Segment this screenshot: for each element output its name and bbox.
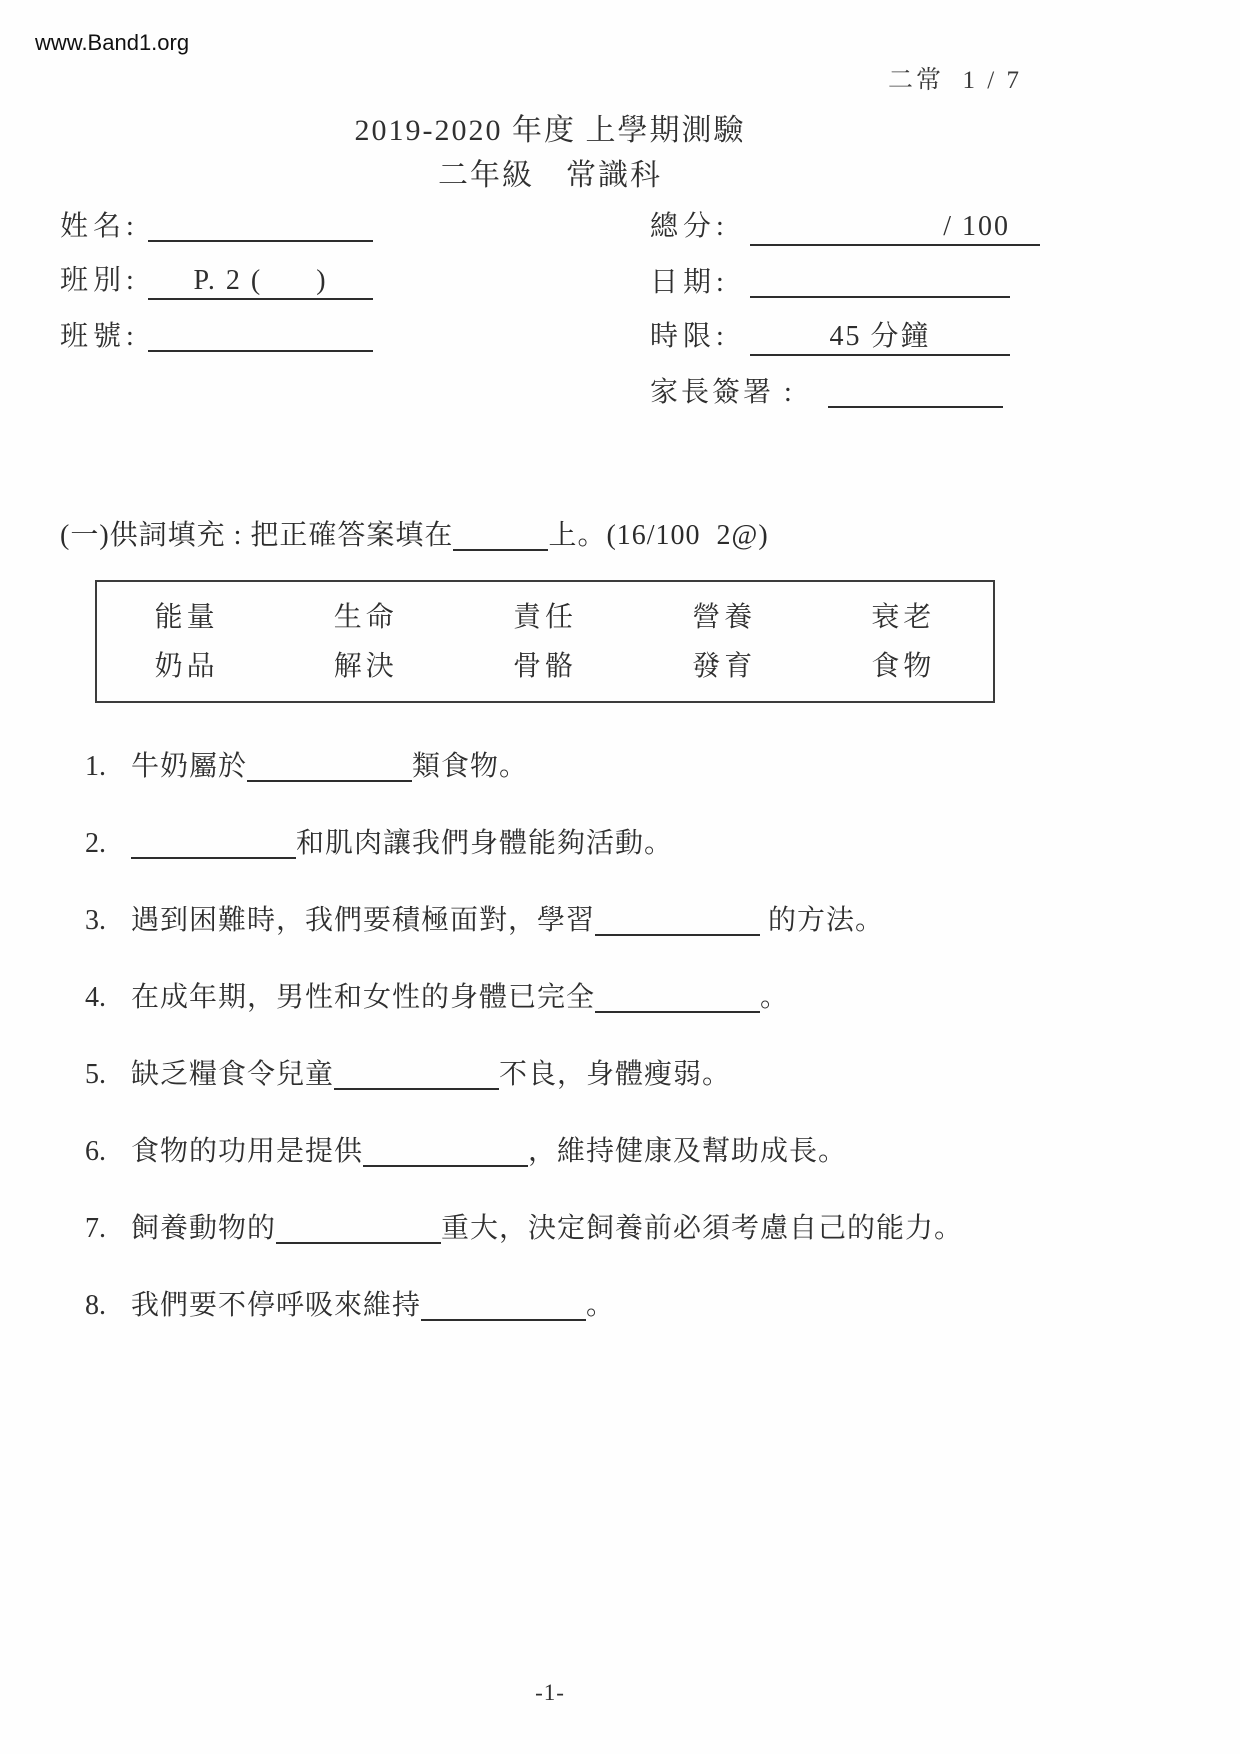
question-text-pre: 我們要不停呼吸來維持 bbox=[131, 1290, 422, 1321]
question-item bbox=[60, 1057, 1040, 1093]
class-blank: P. 2 ( ) bbox=[148, 264, 373, 300]
field-label: 家長簽署 : bbox=[650, 377, 795, 408]
field-name bbox=[60, 210, 650, 244]
question-text-post: 重大，決定飼養前必須考慮自己的能力。 bbox=[441, 1213, 964, 1244]
total-score-blank: / 100 bbox=[750, 210, 1040, 246]
question-item bbox=[60, 1134, 1040, 1170]
question-text-post: ，維持健康及幫助成長。 bbox=[528, 1136, 848, 1167]
question-text-pre: 缺乏糧食令兒童 bbox=[131, 1059, 335, 1090]
section1-heading bbox=[60, 516, 1040, 556]
page-code: 二常 1 / 7 bbox=[888, 67, 1022, 94]
field-label: 班別: bbox=[60, 265, 139, 296]
parent-signature-blank bbox=[828, 378, 1003, 408]
question-text-post: 類食物。 bbox=[412, 751, 529, 782]
time-limit-blank: 45 分鐘 bbox=[750, 320, 1010, 356]
question-item bbox=[60, 826, 1040, 862]
field-label: 總分: bbox=[650, 211, 729, 242]
question-number: 8. bbox=[85, 1290, 106, 1321]
question-number: 7. bbox=[85, 1213, 106, 1244]
date-blank bbox=[750, 268, 1010, 298]
section1-heading-pre: (一)供詞填充 : 把正確答案填在 bbox=[60, 520, 454, 551]
field-label: 時限: bbox=[650, 321, 729, 352]
field-label: 班號: bbox=[60, 321, 139, 352]
page-number: -1- bbox=[535, 1680, 565, 1705]
word-bank-term: 奶品 bbox=[154, 651, 219, 682]
name-blank bbox=[148, 212, 373, 242]
exam-title-line2: 二年級 常識科 bbox=[438, 159, 662, 192]
field-parent-signature bbox=[650, 376, 1040, 410]
field-class bbox=[60, 264, 650, 300]
question-text-post: 。 bbox=[586, 1290, 616, 1321]
field-total-score bbox=[650, 210, 1040, 246]
question-blank bbox=[421, 1291, 586, 1321]
question-item bbox=[60, 749, 1040, 785]
exam-title-line1: 2019-2020 年度 上學期測驗 bbox=[354, 114, 746, 147]
page-content bbox=[60, 0, 1040, 1365]
question-number: 4. bbox=[85, 982, 106, 1013]
question-blank bbox=[363, 1137, 528, 1167]
word-bank-term: 骨骼 bbox=[512, 651, 577, 682]
watermark-url: www.Band1.org bbox=[35, 30, 190, 55]
header-fields-left bbox=[60, 210, 650, 430]
question-text-post: 不良，身體瘦弱。 bbox=[499, 1059, 732, 1090]
header-fields bbox=[60, 210, 1040, 430]
word-bank-term: 發育 bbox=[692, 651, 757, 682]
word-bank-term: 生命 bbox=[333, 602, 398, 633]
field-time-limit bbox=[650, 320, 1040, 356]
word-bank-box bbox=[95, 580, 995, 703]
question-number: 6. bbox=[85, 1136, 106, 1167]
question-text-post: 和肌肉讓我們身體能夠活動。 bbox=[296, 828, 674, 859]
question-number: 3. bbox=[85, 905, 106, 936]
question-text-pre: 牛奶屬於 bbox=[131, 751, 248, 782]
field-date bbox=[650, 266, 1040, 300]
exam-title bbox=[60, 108, 1040, 198]
word-bank-row bbox=[97, 647, 993, 687]
word-bank-term: 食物 bbox=[871, 651, 936, 682]
word-bank-row bbox=[97, 598, 993, 638]
word-bank-term: 能量 bbox=[154, 602, 219, 633]
question-item bbox=[60, 1211, 1040, 1247]
question-list bbox=[60, 749, 1040, 1324]
question-item bbox=[60, 1288, 1040, 1324]
question-blank bbox=[247, 752, 412, 782]
question-blank bbox=[334, 1060, 499, 1090]
word-bank-term: 衰老 bbox=[871, 602, 936, 633]
question-blank bbox=[595, 906, 760, 936]
question-text-pre: 食物的功用是提供 bbox=[131, 1136, 364, 1167]
question-text-post: 的方法。 bbox=[760, 905, 885, 936]
question-number: 2. bbox=[85, 828, 106, 859]
question-item bbox=[60, 903, 1040, 939]
section1-heading-blank bbox=[453, 521, 548, 551]
word-bank-term: 責任 bbox=[512, 602, 577, 633]
question-blank bbox=[131, 829, 296, 859]
question-number: 1. bbox=[85, 751, 106, 782]
word-bank-term: 解決 bbox=[333, 651, 398, 682]
question-text-post: 。 bbox=[760, 982, 790, 1013]
question-text-pre: 遇到困難時，我們要積極面對，學習 bbox=[131, 905, 596, 936]
field-label: 姓名: bbox=[60, 211, 139, 242]
header-fields-right bbox=[650, 210, 1040, 430]
question-text-pre: 飼養動物的 bbox=[131, 1213, 277, 1244]
question-blank bbox=[276, 1214, 441, 1244]
question-blank bbox=[595, 983, 760, 1013]
field-class-number bbox=[60, 320, 650, 354]
class-number-blank bbox=[148, 322, 373, 352]
field-label: 日期: bbox=[650, 267, 729, 298]
question-number: 5. bbox=[85, 1059, 106, 1090]
section1-heading-post: 上。(16/100 2@) bbox=[548, 520, 769, 551]
word-bank-term: 營養 bbox=[692, 602, 757, 633]
question-item bbox=[60, 980, 1040, 1016]
question-text-pre: 在成年期，男性和女性的身體已完全 bbox=[131, 982, 596, 1013]
